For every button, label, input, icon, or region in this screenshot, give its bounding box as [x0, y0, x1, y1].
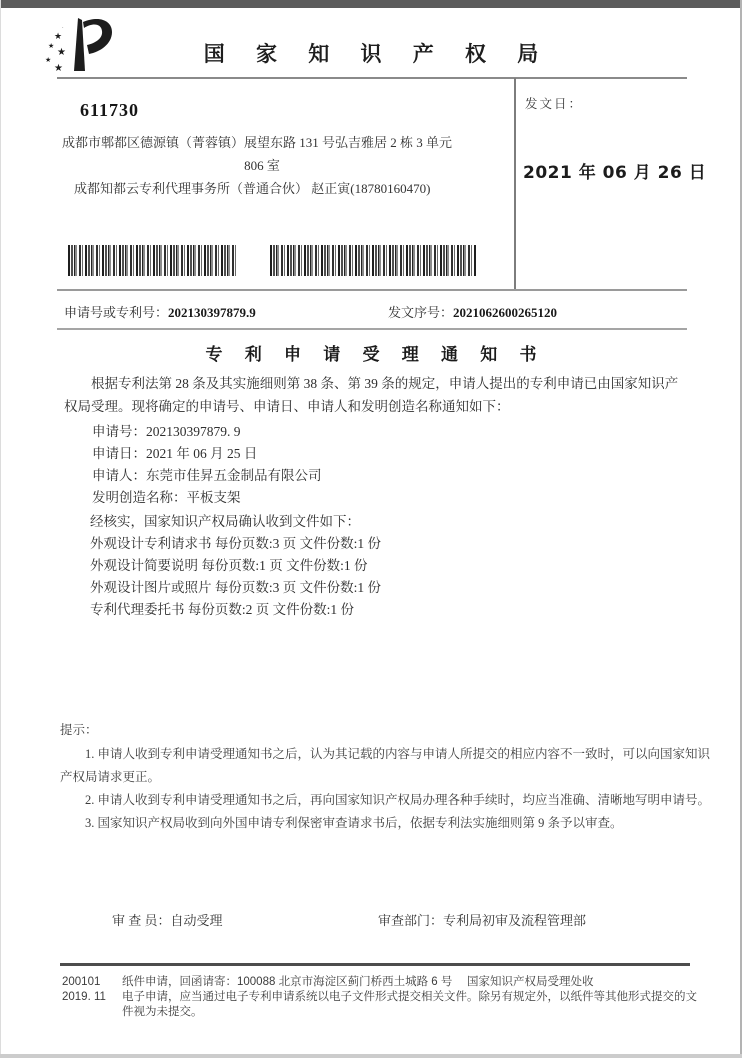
department-row [378, 910, 586, 929]
footer-form-code: 200101 [62, 976, 101, 988]
application-number-label: 申请号或专利号： [64, 305, 169, 320]
notice-intro-paragraph: 根据专利法第 28 条及其实施细则第 38 条、第 39 条的规定，申请人提出的专利申请已由国家知识产权局受理。现将确定的申请号、申请日、申请人和发明创造名称通知如下： [64, 376, 679, 414]
received-document-item: 外观设计专利请求书 每份页数:3 页 文件份数:1 份 [90, 536, 382, 551]
received-document-item: 外观设计简要说明 每份页数:1 页 文件份数:1 份 [90, 558, 368, 573]
field-application-number [92, 420, 241, 440]
application-number-row [64, 302, 256, 321]
svg-text:★: ★ [57, 47, 66, 58]
application-number-value: 202130397879.9 [168, 305, 256, 320]
issue-date-label: 发文日： [525, 97, 584, 111]
field-value: 202130397879. 9 [146, 424, 241, 439]
scan-edge-bottom [0, 1054, 742, 1058]
svg-text:★: ★ [48, 42, 55, 50]
department-value: 专利局初审及流程管理部 [443, 913, 587, 928]
recipient-address-line2: 806 室 [244, 158, 280, 173]
examiner-label: 审 查 员： [112, 913, 171, 928]
scan-edge-left [0, 0, 1, 1058]
field-label: 申请人： [92, 468, 146, 483]
serial-number-value: 2021062600265120 [453, 305, 558, 320]
serial-number-label: 发文序号： [388, 305, 454, 320]
footer-paper-filing-line: 纸件申请，回函请寄：100088 北京市海淀区蓟门桥西土城路 6 号 国家知识产权局受理处收 [122, 976, 594, 988]
received-document-item: 专利代理委托书 每份页数:2 页 文件份数:1 份 [90, 602, 355, 617]
recipient-address-line1: 成都市郫都区德源镇（菁蓉镇）展望东路 131 号弘吉雅居 2 栋 3 单元 [62, 135, 453, 150]
divider-above-numbers [57, 289, 687, 291]
received-documents-intro: 经核实，国家知识产权局确认收到文件如下： [90, 514, 360, 529]
svg-text:★: ★ [54, 31, 63, 41]
field-application-date [92, 442, 257, 462]
field-value: 东莞市佳昇五金制品有限公司 [146, 468, 322, 483]
barcode-left [68, 245, 236, 276]
scan-edge-top [0, 0, 742, 8]
hint-item-3: 3. 国家知识产权局收到向外国申请专利保密审查请求书后，依据专利法实施细则第 9 条予以审查。 [85, 816, 623, 830]
field-applicant [92, 464, 322, 484]
org-title: 国 家 知 识 产 权 局 [203, 42, 552, 66]
field-invention-name [92, 486, 241, 506]
examiner-value: 自动受理 [170, 913, 223, 928]
serial-number-row [388, 302, 557, 321]
date-box-border [514, 78, 516, 290]
document-title: 专 利 申 请 受 理 通 知 书 [205, 345, 546, 364]
divider-below-numbers [57, 328, 687, 330]
field-label: 发明创造名称： [92, 490, 187, 505]
hints-title: 提示： [60, 723, 98, 737]
svg-text:★: ★ [45, 56, 52, 64]
recipient-agency-line: 成都知都云专利代理事务所（普通合伙） 赵正寅(18780160470) [74, 181, 431, 196]
field-label: 申请日： [92, 446, 146, 461]
field-value: 平板支架 [186, 490, 241, 505]
hint-item-2: 2. 申请人收到专利申请受理通知书之后，再向国家知识产权局办理各种手续时，均应当准确、清晰地写明申请号。 [85, 793, 711, 807]
issue-date-value: 2021 年 06 月 26 日 [523, 163, 707, 183]
field-label: 申请号： [92, 424, 146, 439]
field-value: 2021 年 06 月 25 日 [146, 446, 258, 461]
postal-code: 611730 [80, 100, 140, 120]
footer-form-date: 2019. 11 [62, 991, 106, 1003]
department-label: 审查部门： [378, 913, 444, 928]
examiner-row [112, 910, 223, 929]
footer-divider [60, 963, 690, 966]
footer-efiling-line: 电子申请，应当通过电子专利申请系统以电子文件形式提交相关文件。除另有规定外，以纸件等其他形式提交的文件视为未提交。 [122, 991, 697, 1018]
hint-item-1: 1. 申请人收到专利申请受理通知书之后，认为其记载的内容与申请人所提交的相应内容不一致时，可以向国家知识产权局请求更正。 [60, 747, 711, 784]
svg-text:·: · [62, 26, 64, 31]
barcode-right [270, 245, 476, 276]
svg-text:★: ★ [54, 63, 63, 74]
header-divider [57, 77, 687, 79]
received-document-item: 外观设计图片或照片 每份页数:3 页 文件份数:1 份 [90, 580, 382, 595]
